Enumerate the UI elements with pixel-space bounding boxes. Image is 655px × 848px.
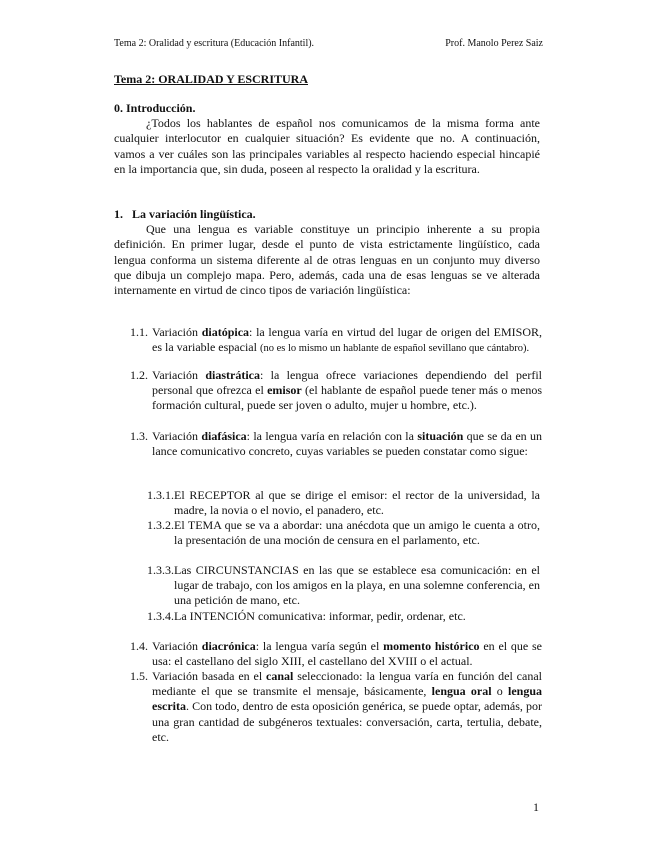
section-1-number: 1. (114, 207, 123, 221)
item-text: en el que se usa: el castellano del siglo XIII, el castellano del XVIII o el actual. (152, 639, 542, 669)
item-text: El RECEPTOR al que se dirige el emisor: el rector de la universidad, la madre, la novia o el novio, el panadero, etc. (174, 488, 540, 518)
item-number: 1.4. (130, 639, 148, 653)
item-term: diacrónica (201, 639, 256, 653)
item-text: que se da en un lance comunicativo concreto, cuyas variables se pueden constatar como sigue: (152, 429, 542, 459)
intro-paragraph: ¿Todos los hablantes de español nos comunicamos de la misma forma ante cualquier interlocutor en cualquier situación? Es evidente que no. A continuación, vamos a ver cuáles son las principales variables al respecto haciendo especial hincapié en la importancia que, sin duda, poseen al respecto la oralidad y la escritura. (114, 116, 540, 176)
header-right: Prof. Manolo Perez Saiz (445, 38, 543, 49)
header-left: Tema 2: Oralidad y escritura (Educación Infantil). (114, 38, 315, 49)
item-term: lengua oral (431, 684, 492, 699)
intro-section (114, 101, 540, 177)
section-1 (114, 207, 540, 298)
item-term: canal (266, 669, 294, 683)
item-text: o (491, 684, 508, 699)
item-note: (no es lo mismo un hablante de español sevillano que cántabro). (259, 343, 530, 355)
list-item-1-1 (130, 325, 542, 356)
item-term: emisor (267, 383, 302, 398)
item-term: situación (417, 429, 464, 443)
item-number: 1.2. (130, 368, 148, 382)
item-text: : la lengua varía en relación con la (246, 429, 418, 443)
page-number: 1 (533, 800, 539, 814)
item-text: El TEMA que se va a abordar: una anécdota que un amigo le cuenta a otro, la presentación de una moción de censura en el parlamento, etc. (174, 518, 540, 548)
document-title: Tema 2: ORALIDAD Y ESCRITURA (114, 72, 309, 86)
item-text: seleccionado: la lengua varía en función del canal mediante el que se transmite el mensaje, básicamente, (152, 669, 542, 699)
item-text: Variación basada en el (152, 669, 266, 683)
item-text: Las CIRCUNSTANCIAS en las que se establece esa comunicación: en el lugar de trabajo, con los amigos en la playa, en una solemne conferencia, en una petición de mano, etc. (174, 563, 540, 608)
item-number: 1.1. (130, 325, 148, 339)
item-text: . Con todo, dentro de esta oposición genérica, se puede optar, además, por una gran cantidad de subgéneros textuales: conversación, carta, tertulia, debate, etc. (152, 699, 542, 744)
item-text: Variación (152, 639, 202, 653)
item-text: Variación (152, 429, 202, 443)
intro-heading: 0. Introducción. (114, 101, 196, 115)
list-item-1-4 (130, 639, 542, 669)
item-term: lengua escrita (152, 684, 542, 714)
item-text: Variación (152, 368, 206, 382)
item-term: momento histórico (383, 639, 480, 653)
section-1-heading (114, 207, 540, 222)
item-text: : la lengua varía según el (255, 639, 384, 653)
item-text: La INTENCIÓN comunicativa: informar, pedir, ordenar, etc. (174, 609, 466, 623)
item-number: 1.3. (130, 429, 148, 443)
item-number: 1.3.4. (147, 609, 174, 623)
item-number: 1.3.3. (147, 563, 174, 577)
item-text: Variación (152, 325, 202, 339)
item-text: : la lengua varía en virtud del lugar de origen del EMISOR, es la variable espacial (152, 325, 542, 355)
item-text: : la lengua ofrece variaciones dependiendo del perfil personal que ofrezca el (152, 368, 542, 398)
item-number: 1.5. (130, 669, 148, 683)
item-term: diafásica (201, 429, 247, 443)
list-item-1-3-3 (147, 563, 540, 609)
list-item-1-5 (130, 669, 542, 745)
item-number: 1.3.2. (147, 518, 174, 532)
list-item-1-3-1 (147, 488, 540, 518)
list-item-1-3 (130, 429, 542, 459)
item-term: diastrática (205, 368, 260, 382)
item-term: diatópica (201, 325, 250, 339)
list-item-1-3-2 (147, 518, 540, 548)
list-item-1-3-4 (147, 609, 540, 624)
section-1-title: La variación lingüística. (132, 207, 256, 221)
item-number: 1.3.1. (147, 488, 174, 502)
section-1-paragraph: Que una lengua es variable constituye un principio inherente a su propia definición. En primer lugar, desde el punto de vista estrictamente lingüístico, cada lengua conforma un sistema diferente al de otras lenguas en un conjunto muy diverso que dibuja un complejo mapa. Pero, además, cada una de esas lenguas se ve alterada internamente en virtud de cinco tipos de variación lingüística: (114, 222, 540, 298)
list-item-1-2 (130, 368, 542, 414)
item-text: (el hablante de español puede tener más o menos formación cultural, puede ser joven o adulto, mujer u hombre, etc.). (152, 383, 542, 413)
